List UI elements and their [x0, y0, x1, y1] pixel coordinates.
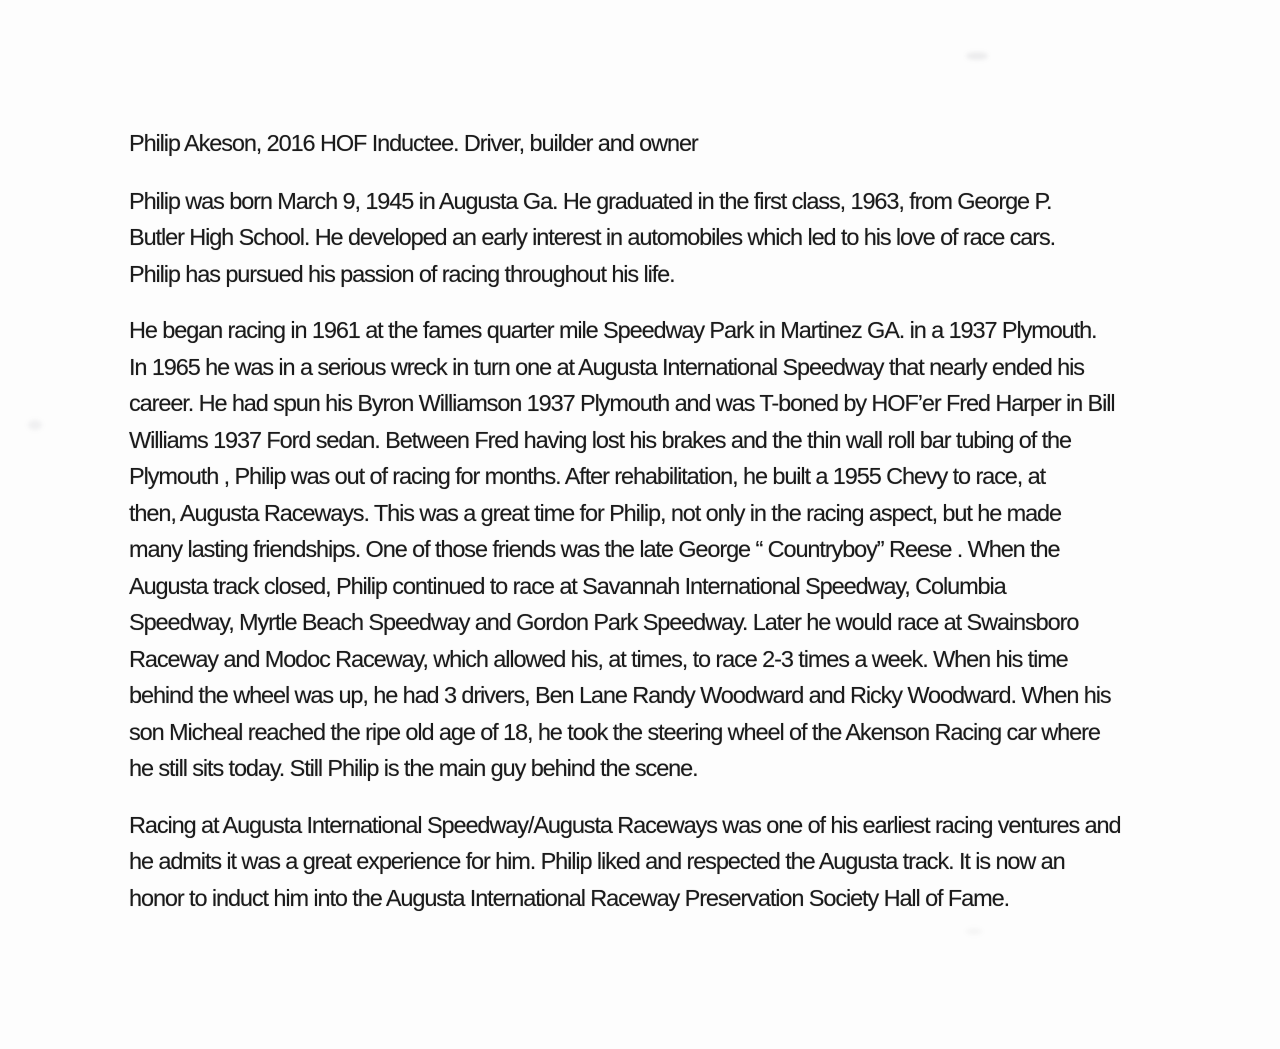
text-line: Raceway and Modoc Raceway, which allowed his, at times, to race 2-3 times a week. When his time	[129, 645, 1068, 672]
text-line: Augusta track closed, Philip continued to race at Savannah International Speedway, Columbia	[129, 572, 1006, 599]
text-line: Philip has pursued his passion of racing throughout his life.	[129, 260, 675, 287]
text-line: Speedway, Myrtle Beach Speedway and Gordon Park Speedway. Later he would race at Swainsboro	[129, 609, 1079, 635]
text-line: He began racing in 1961 at the fames quarter mile Speedway Park in Martinez GA. in a 1937 Plymouth.	[129, 317, 1097, 343]
text-line: Philip was born March 9, 1945 in Augusta Ga. He graduated in the first class, 1963, from George P.	[129, 187, 1052, 214]
text-line: behind the wheel was up, he had 3 drivers, Ben Lane Randy Woodward and Ricky Woodward. When his	[129, 682, 1111, 708]
document-title: Philip Akeson, 2016 HOF Inductee. Driver, builder and owner	[129, 130, 698, 156]
text-line: In 1965 he was in a serious wreck in turn one at Augusta International Speedway that nearly ended his	[129, 353, 1084, 380]
text-line: he still sits today. Still Philip is the main guy behind the scene.	[129, 755, 698, 781]
scan-artifact	[966, 52, 988, 60]
paragraph-induction	[129, 807, 1219, 917]
text-line: then, Augusta Raceways. This was a great time for Philip, not only in the racing aspect, but he made	[129, 499, 1061, 526]
text-line: many lasting friendships. One of those friends was the late George “ Countryboy” Reese . When the	[129, 536, 1060, 562]
paragraph-bio	[129, 183, 1219, 293]
document-content	[129, 125, 1219, 936]
text-line: honor to induct him into the Augusta International Raceway Preservation Society Hall of Fame.	[129, 884, 1010, 911]
text-line: Williams 1937 Ford sedan. Between Fred having lost his brakes and the thin wall roll bar tubing of the	[129, 426, 1071, 453]
text-line: Butler High School. He developed an early interest in automobiles which led to his love of race cars.	[129, 224, 1056, 250]
text-line: Racing at Augusta International Speedway/Augusta Raceways was one of his earliest racing ventures and	[129, 811, 1121, 838]
text-line: career. He had spun his Byron Williamson 1937 Plymouth and was T-boned by HOF’er Fred Harper in Bill	[129, 390, 1115, 416]
text-line: Plymouth , Philip was out of racing for months. After rehabilitation, he built a 1955 Chevy to race, at	[129, 463, 1046, 489]
text-line: son Micheal reached the ripe old age of 18, he took the steering wheel of the Akenson Racing car where	[129, 718, 1100, 745]
text-line: he admits it was a great experience for him. Philip liked and respected the Augusta track. It is now an	[129, 848, 1065, 874]
scan-artifact	[28, 420, 42, 430]
paragraph-racing-history	[129, 312, 1219, 787]
